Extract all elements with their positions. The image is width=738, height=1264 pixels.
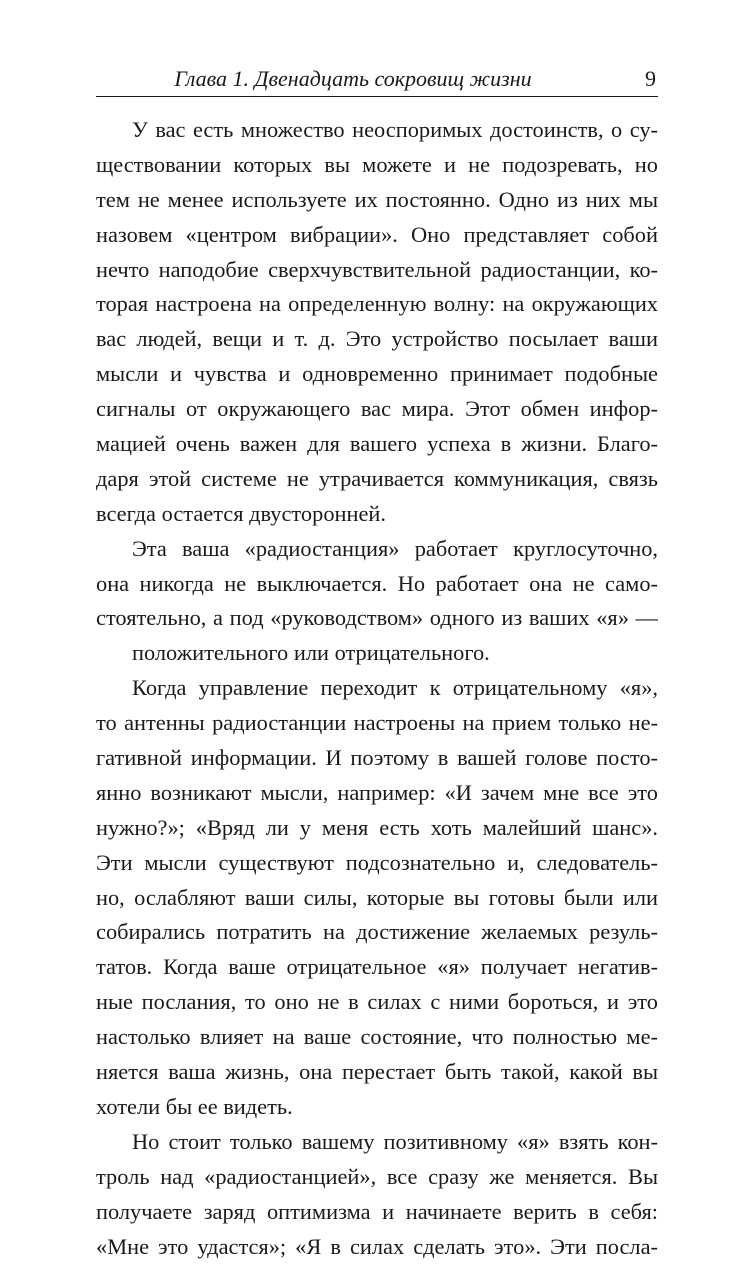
text-line: татов. Когда ваше отрицательное «я» получает негатив- xyxy=(96,950,658,985)
text-line: то антенны радиостанции настроены на прием только не- xyxy=(96,706,658,741)
text-line: всегда остается двусторонней. xyxy=(96,497,658,532)
text-line: положительного или отрицательного. xyxy=(96,636,658,671)
text-line: Но стоит только вашему позитивному «я» взять кон- xyxy=(96,1125,658,1160)
text-line: настолько влияет на ваше состояние, что полностью ме- xyxy=(96,1020,658,1055)
text-line: мысли и чувства и одновременно принимает подобные xyxy=(96,357,658,392)
text-line: няется ваша жизнь, она перестает быть такой, какой вы xyxy=(96,1055,658,1090)
text-line: получаете заряд оптимизма и начинаете верить в себя: xyxy=(96,1195,658,1230)
text-line: стоятельно, а под «руководством» одного из ваших «я» — xyxy=(96,601,658,636)
text-line: торая настроена на определенную волну: на окружающих xyxy=(96,287,658,322)
text-line: тем не менее используете их постоянно. Одно из них мы xyxy=(96,183,658,218)
paragraph xyxy=(96,113,658,532)
text-line: сигналы от окружающего вас мира. Этот обмен инфор- xyxy=(96,392,658,427)
page-number: 9 xyxy=(645,66,656,92)
text-line: «Мне это удастся»; «Я в силах сделать это». Эти посла- xyxy=(96,1230,658,1264)
text-line: Когда управление переходит к отрицательному «я», xyxy=(96,671,658,706)
text-line: Эта ваша «радиостанция» работает круглосуточно, xyxy=(96,532,658,567)
paragraph xyxy=(96,532,658,672)
chapter-title: Глава 1. Двенадцать сокровищ жизни xyxy=(96,66,610,92)
text-line: гативной информации. И поэтому в вашей голове посто- xyxy=(96,741,658,776)
text-line: У вас есть множество неоспоримых достоинств, о су- xyxy=(96,113,658,148)
text-line: ные послания, то оно не в силах с ними бороться, и это xyxy=(96,985,658,1020)
text-line: но, ослабляют ваши силы, которые вы готовы были или xyxy=(96,881,658,916)
text-line: хотели бы ее видеть. xyxy=(96,1090,658,1125)
text-line: ществовании которых вы можете и не подозревать, но xyxy=(96,148,658,183)
text-line: янно возникают мысли, например: «И зачем мне все это xyxy=(96,776,658,811)
text-line: мацией очень важен для вашего успеха в жизни. Благо- xyxy=(96,427,658,462)
text-line: троль над «радиостанцией», все сразу же меняется. Вы xyxy=(96,1160,658,1195)
paragraph xyxy=(96,1125,658,1264)
text-line: назовем «центром вибрации». Оно представляет собой xyxy=(96,218,658,253)
text-line: Эти мысли существуют подсознательно и, следователь- xyxy=(96,846,658,881)
text-line: вас людей, вещи и т. д. Это устройство посылает ваши xyxy=(96,322,658,357)
text-line: она никогда не выключается. Но работает она не само- xyxy=(96,567,658,602)
text-line: нечто наподобие сверхчувствительной радиостанции, ко- xyxy=(96,253,658,288)
text-line: даря этой системе не утрачивается коммуникация, связь xyxy=(96,462,658,497)
running-head xyxy=(96,62,658,97)
body-text xyxy=(96,113,658,1264)
text-line: собирались потратить на достижение желаемых резуль- xyxy=(96,915,658,950)
paragraph xyxy=(96,671,658,1125)
text-line: нужно?»; «Вряд ли у меня есть хоть малейший шанс». xyxy=(96,811,658,846)
